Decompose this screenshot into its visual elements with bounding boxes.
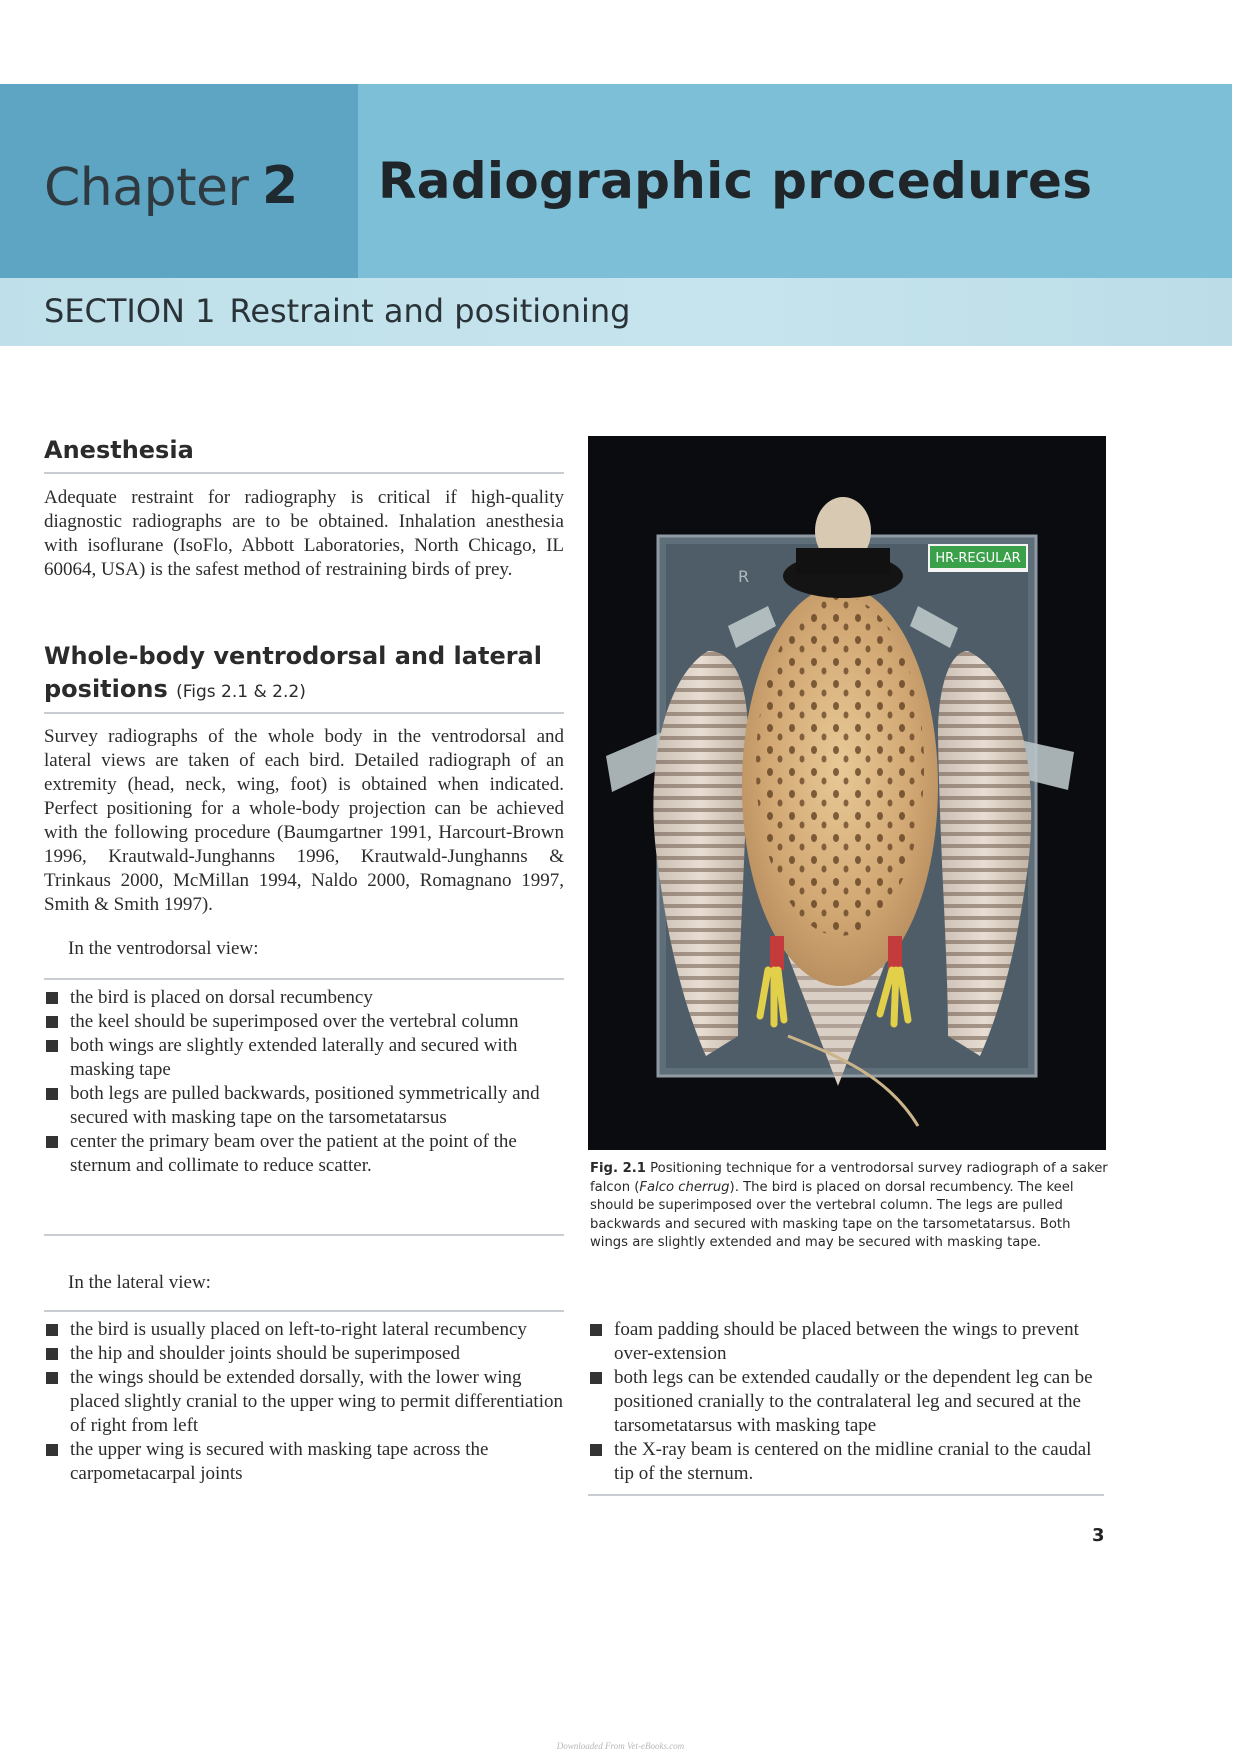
anesthesia-paragraph: Adequate restraint for radiography is critical if high-quality diagnostic radiographs are to be obtained. Inhalation anesthesia with isoflurane (IsoFlo, Abbott Laboratories, North Chicago, IL 60064, USA) is the safest method of restraining birds of prey. <box>44 487 564 580</box>
section-label: SECTION 1 <box>44 292 216 330</box>
divider <box>44 1310 564 1312</box>
whole-body-heading-text: Whole-body ventrodorsal and lateral positions <box>44 642 542 703</box>
divider <box>44 978 564 980</box>
list-item: the X-ray beam is centered on the midline cranial to the caudal tip of the sternum. <box>588 1438 1100 1486</box>
section-title: Restraint and positioning <box>229 292 631 330</box>
caption-text-end: ). The bird is placed on dorsal recumbency. The keel should be superimposed over the vertebral column. The legs are pulled backwards and secured with masking tape on the tarsometatarsus. Both wings are slightly extended and may be secured with masking tape. <box>590 1179 1074 1250</box>
chapter-number: 2 <box>262 156 299 216</box>
list-item: the bird is placed on dorsal recumbency <box>44 986 566 1010</box>
page-number: 3 <box>1092 1525 1105 1546</box>
footer-watermark: Downloaded From Vet-eBooks.com <box>556 1741 685 1751</box>
chapter-title: Radiographic procedures <box>378 152 1093 210</box>
whole-body-paragraph: Survey radiographs of the whole body in the ventrodorsal and lateral views are taken of each bird. Detailed radiograph of an extremity (head, neck, wing, foot) is obtained when indicated. Perfect positioning for a whole-body projection can be achieved with the following procedure (Baumgartner 1991, Harcourt-Brown 1996, Krautwald-Junghanns 1996, Krautwald-Junghanns & Trinkaus 2000, McMillan 1994, Naldo 2000, Romagnano 1997, Smith & Smith 1997). <box>44 726 564 915</box>
ventrodorsal-intro: In the ventrodorsal view: <box>68 938 259 959</box>
figure-label: Fig. 2.1 <box>590 1161 646 1176</box>
list-item: both wings are slightly extended laterally and secured with masking tape <box>44 1034 566 1082</box>
divider <box>44 712 564 714</box>
list-item: the hip and shoulder joints should be superimposed <box>44 1342 566 1366</box>
figure-reference: (Figs 2.1 & 2.2) <box>176 682 306 702</box>
caption-text-start: Positioning technique for a ventrodorsal survey radiograph of a saker falcon ( <box>590 1161 1108 1195</box>
side-marker: R <box>738 567 750 586</box>
ventrodorsal-list <box>44 986 566 1178</box>
list-item: the bird is usually placed on left-to-right lateral recumbency <box>44 1318 566 1342</box>
whole-body-heading <box>44 640 564 709</box>
divider <box>44 1234 564 1236</box>
list-item: the upper wing is secured with masking tape across the carpometacarpal joints <box>44 1438 566 1486</box>
figure-caption <box>590 1160 1110 1253</box>
list-item: both legs can be extended caudally or the dependent leg can be positioned cranially to the contralateral leg and secured at the tarsometatarsus with masking tape <box>588 1366 1100 1438</box>
caption-species: Falco cherrug <box>639 1179 730 1195</box>
list-item: center the primary beam over the patient at the point of the sternum and collimate to reduce scatter. <box>44 1130 566 1178</box>
cassette-label: HR-REGULAR <box>935 551 1021 566</box>
divider <box>588 1494 1104 1496</box>
list-item: the keel should be superimposed over the vertebral column <box>44 1010 566 1034</box>
falcon-illustration <box>588 436 1106 1150</box>
lateral-list-left <box>44 1318 566 1486</box>
section-heading <box>44 292 630 330</box>
list-item: both legs are pulled backwards, positioned symmetrically and secured with masking tape on the tarsometatarsus <box>44 1082 566 1130</box>
lateral-intro: In the lateral view: <box>68 1272 211 1293</box>
list-item: foam padding should be placed between the wings to prevent over-extension <box>588 1318 1100 1366</box>
lateral-list-right <box>588 1318 1100 1486</box>
chapter-word: Chapter <box>44 158 249 218</box>
divider <box>44 472 564 474</box>
falcon-photo <box>588 436 1106 1150</box>
list-item: the wings should be extended dorsally, with the lower wing placed slightly cranial to the upper wing to permit differentiation of right from left <box>44 1366 566 1438</box>
anesthesia-heading: Anesthesia <box>44 436 194 464</box>
